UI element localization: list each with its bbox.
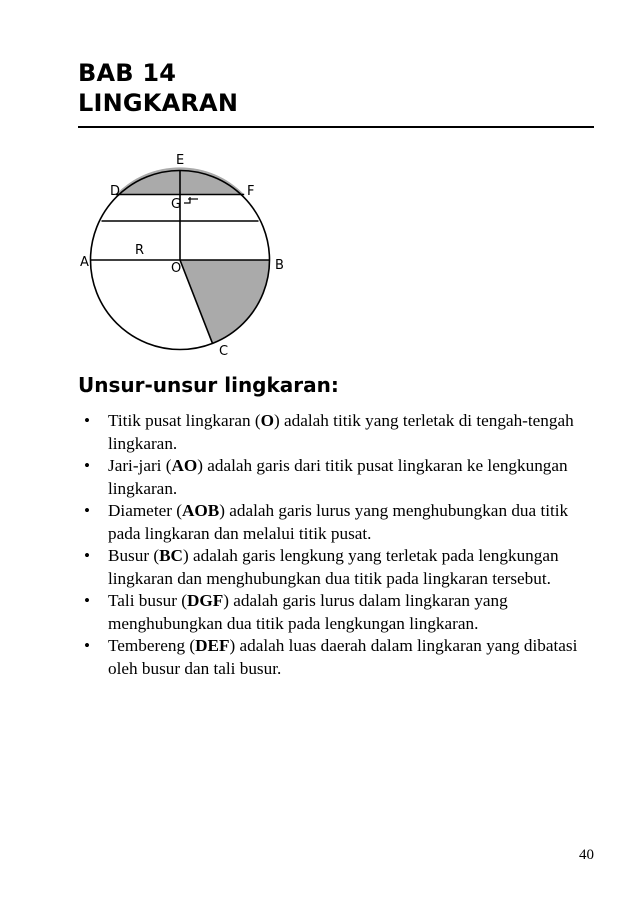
- right-angle-mark: [184, 197, 190, 203]
- list-item: • Tali busur (DGF) adalah garis lurus dalam lingkaran yang menghubungkan dua titik pada lengkungan lingkaran.: [84, 591, 508, 633]
- list-item: • Diameter (AOB) adalah garis lurus yang menghubungkan dua titik pada lingkaran dan melalui titik pusat.: [84, 501, 569, 543]
- circle-elements-list: [84, 410, 584, 680]
- bullet-icon: •: [84, 591, 91, 610]
- page-number: 40: [579, 847, 594, 863]
- chapter-title: [78, 58, 238, 118]
- label-b: B: [275, 258, 284, 273]
- section-heading: Unsur-unsur lingkaran:: [78, 373, 339, 397]
- chapter-number: BAB 14: [78, 59, 177, 87]
- circle-diagram: [72, 148, 312, 356]
- list-item: • Tembereng (DEF) adalah luas daerah dalam lingkaran yang dibatasi oleh busur dan tali busur.: [84, 636, 578, 678]
- bullet-icon: •: [84, 636, 91, 655]
- label-c: C: [219, 344, 229, 356]
- list-item: • Busur (BC) adalah garis lengkung yang terletak pada lengkungan lingkaran dan menghubungkan dua titik pada lingkaran tersebut.: [84, 546, 559, 588]
- term: AOB: [181, 501, 220, 520]
- list-item: • Jari-jari (AO) adalah garis dari titik pusat lingkaran ke lengkungan lingkaran.: [84, 456, 568, 498]
- bullet-icon: •: [84, 456, 91, 475]
- label-f: F: [247, 184, 255, 199]
- list-item: • Titik pusat lingkaran (O) adalah titik yang terletak di tengah-tengah lingkaran.: [84, 411, 574, 453]
- title-divider: [78, 126, 594, 128]
- bullet-icon: •: [84, 411, 91, 430]
- term: AO: [171, 456, 198, 475]
- bullet-icon: •: [84, 501, 91, 520]
- chapter-name: LINGKARAN: [78, 89, 239, 117]
- term: DEF: [195, 636, 230, 655]
- label-r: R: [135, 243, 145, 258]
- label-a: A: [80, 255, 89, 270]
- label-d: D: [110, 184, 121, 199]
- label-e: E: [176, 153, 185, 168]
- term: O: [260, 411, 274, 430]
- sector-boc-shading: [180, 260, 270, 343]
- term: DGF: [187, 591, 224, 610]
- label-g: G: [171, 197, 182, 212]
- label-o: O: [171, 261, 182, 276]
- bullet-icon: •: [84, 546, 91, 565]
- term: BC: [159, 546, 183, 565]
